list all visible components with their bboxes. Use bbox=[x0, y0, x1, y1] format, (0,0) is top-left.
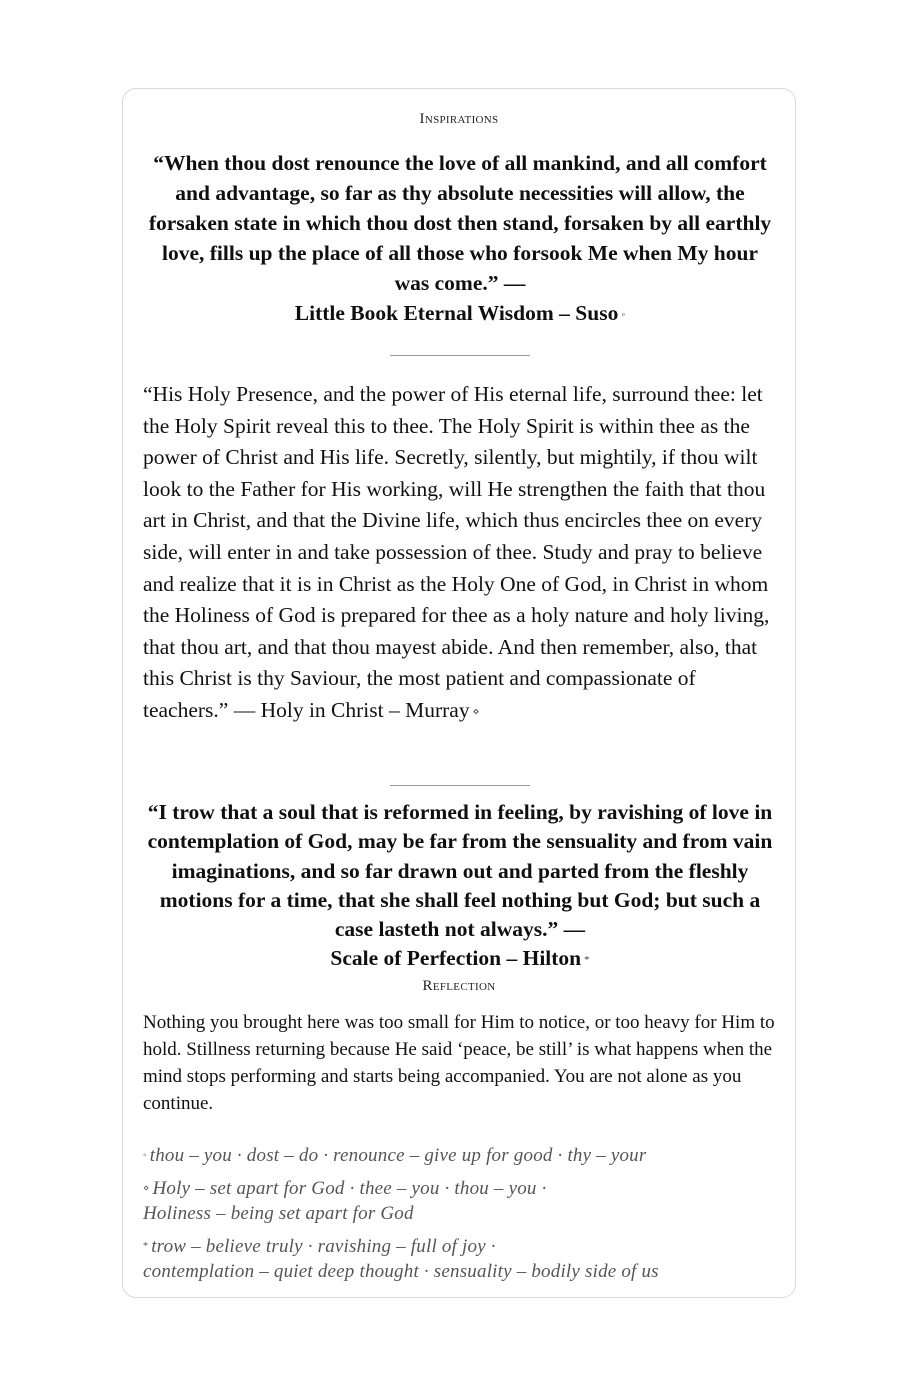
glossary-mark-asterisk: * bbox=[143, 1241, 149, 1252]
inspirations-heading: Inspirations bbox=[419, 111, 499, 127]
quote-suso bbox=[143, 148, 777, 330]
glossary-line: thou – you · dost – do · renounce – give up for good · thy – your bbox=[149, 1145, 647, 1166]
quote-hilton bbox=[143, 798, 777, 976]
quote-suso-text: “When thou dost renounce the love of all mankind, and all comfort and advantage, so far as thy absolute necessities will allow, the forsaken state in which thou dost then stand, forsaken by all earthly love, fills up the place of all those who forsook Me when My hour was come.” — bbox=[148, 151, 772, 295]
section-divider bbox=[390, 785, 530, 786]
glossary-mark-circle: ◦ bbox=[143, 1150, 147, 1161]
glossary-line: contemplation – quiet deep thought · sensuality – bodily side of us bbox=[143, 1261, 659, 1282]
reflection-text: Nothing you brought here was too small for Him to notice, or too heavy for Him to hold. Stillness returning because He said ‘peace, be still’ is what happens when the mind stops performing and starts being accompanied. You are not alone as you continue. bbox=[143, 1012, 775, 1114]
quote-hilton-source: Scale of Perfection – Hilton bbox=[330, 946, 582, 971]
glossary-entry-murray bbox=[143, 1176, 783, 1226]
glossary-line: Holy – set apart for God · thee – you · thou – you · bbox=[152, 1178, 547, 1199]
footnote-mark-asterisk: * bbox=[584, 954, 590, 967]
quote-murray bbox=[143, 379, 783, 729]
quote-suso-source: Little Book Eternal Wisdom – Suso bbox=[294, 301, 619, 325]
quote-murray-text: “His Holy Presence, and the power of His eternal life, surround thee: let the Holy Spirit reveal this to thee. The Holy Spirit is within thee as the power of Christ and His life. Secretly, silently, but mightily, if thou wilt look to the Father for His working, will He strengthen the faith that thou art in Christ, and that the Divine life, which thus encircles thee on every side, will enter in and take possession of thee. Study and pray to believe and realize that it is in Christ as the Holy One of God, in Christ in whom the Holiness of God is prepared for thee as a holy nature and holy living, that thou art, and that thou mayest abide. And then remember, also, that this Christ is thy Saviour, the most patient and compassionate of teachers.” — Holy in Christ – Murray bbox=[143, 382, 770, 722]
glossary-mark-diamond: ⋄ bbox=[143, 1183, 150, 1194]
reflection-heading: Reflection bbox=[422, 978, 496, 994]
glossary-entry-suso bbox=[143, 1143, 783, 1168]
quote-hilton-text: “I trow that a soul that is reformed in feeling, by ravishing of love in contemplation of God, may be far from the sensuality and from vain imaginations, and so far drawn out and parted from the fleshly motions for a time, that she shall feel nothing but God; but such a case lasteth not always.” — bbox=[147, 800, 773, 942]
glossary-line: trow – believe truly · ravishing – full of joy · bbox=[151, 1236, 496, 1257]
section-divider bbox=[390, 355, 530, 356]
footnote-mark-circle: ◦ bbox=[621, 309, 626, 321]
glossary-entry-hilton bbox=[143, 1234, 783, 1284]
inspirations-card bbox=[122, 88, 796, 1298]
footnote-mark-diamond: ⋄ bbox=[472, 705, 480, 718]
glossary-line: Holiness – being set apart for God bbox=[143, 1203, 414, 1224]
